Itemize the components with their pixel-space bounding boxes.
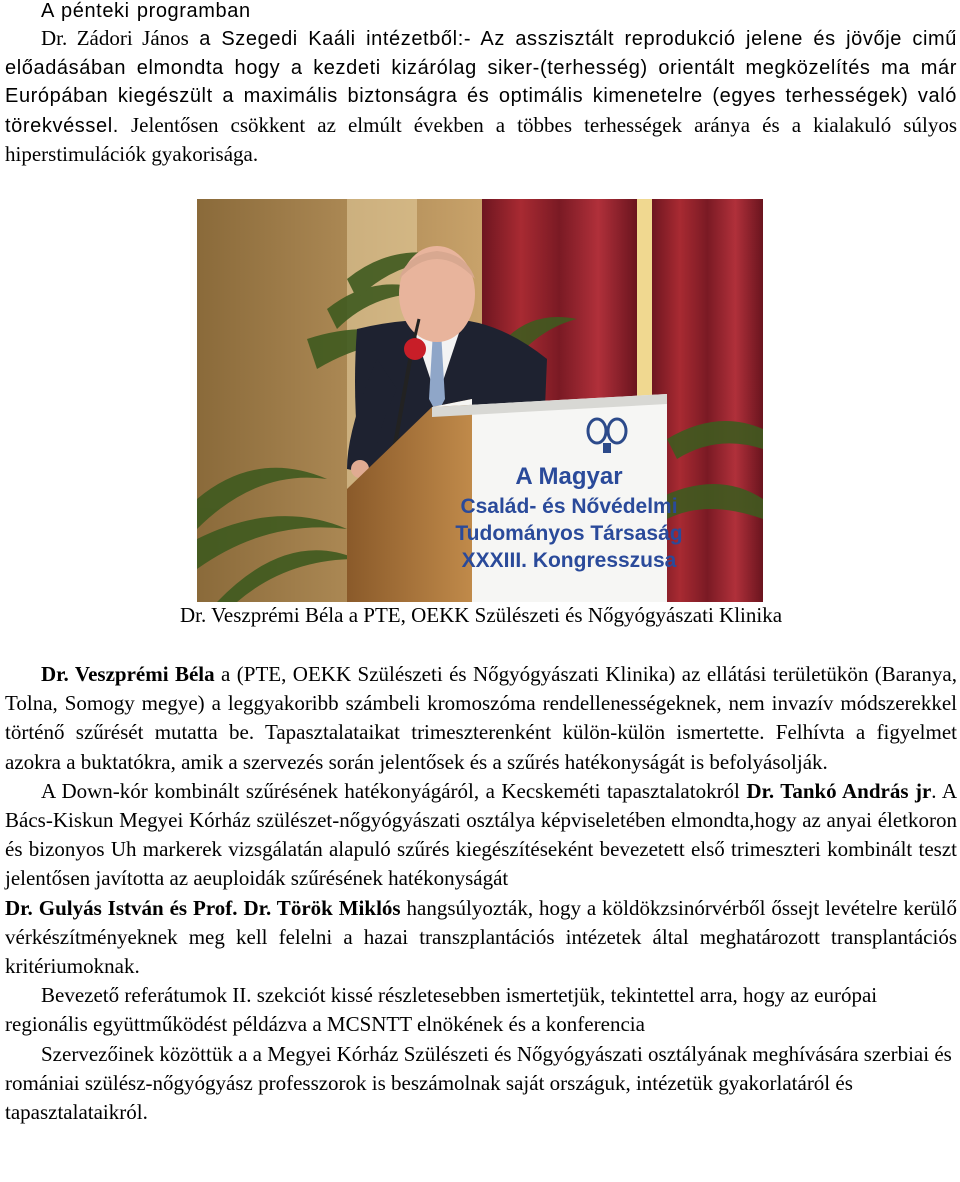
paragraph-veszpremi <box>5 660 957 777</box>
banner-line-1: A Magyar <box>515 463 623 490</box>
banner-line-2: Család- és Nővédelmi <box>460 495 678 518</box>
intro-block <box>5 24 957 170</box>
paragraph-gulyas-torok <box>5 894 957 982</box>
speaker-photo <box>197 199 763 602</box>
intro-text-2: Jelentősen csökkent az elmúlt években a többes terhességek aránya és a kialakuló súlyos hiperstimulációk gyakorisága. <box>5 112 957 167</box>
photo-illustration <box>197 199 763 602</box>
paragraph-referatumok: Bevezető referátumok II. szekciót kissé részletesebben ismertetjük, tekintettel arra, hogy az európai regionális együttműködést példázva a MCSNTT elnökének és a konferencia <box>5 983 878 1037</box>
photo-caption: Dr. Veszprémi Béla a PTE, OEKK Szülészeti és Nőgyógyászati Klinika <box>179 603 783 627</box>
body-block <box>5 660 957 1127</box>
paragraph-text-2: . A Bács-Kiskun Megyei Kórház szülészet-nőgyógyászati osztálya képviseletében elmondta,hogy az anyai életkoron és bizonyos Uh markerek vizsgálatán alapuló szűrés kiegészítéseként bevezetett első trimeszteri kombinált teszt jelentősen javította az aeuploidák szűrésének hatékonyságát <box>5 778 957 891</box>
banner-line-3: Tudományos Társaság <box>455 522 683 545</box>
paragraph-text: hangsúlyozták, hogy a köldökzsinórvérből őssejt levételre kerülő vérkészítményeknek meg kell felelni a hazai transzplantációs intézetek által meghatározott transplantációs kritériumoknak. <box>5 895 957 979</box>
speaker-name: Dr. Gulyás István és Prof. Dr. Török Miklós <box>5 895 401 920</box>
intro-text: a Szegedi Kaáli intézetből:- Az asszisztált reprodukció jelene és jövője cimű előadásában elmondta hogy a kezdeti kizárólag siker-(terhesség) orientált megközelítés ma már Európában kiegészült a maximális biztonságra és optimális kimenetelre (egyes terhességek) való törekvéssel. <box>5 28 957 137</box>
paragraph-szervezok: Szervezőinek közöttük a a Megyei Kórház Szülészeti és Nőgyógyászati osztályának meghívására szerbiai és romániai szülész-nőgyógyász professzorok is beszámolnak saját országuk, intézetük gyakorlatáról és tapasztalataikról. <box>5 1041 952 1125</box>
intro-paragraph <box>5 24 957 170</box>
paragraph-text: a (PTE, OEKK Szülészeti és Nőgyógyászati Klinika) az ellátási területükön (Baranya, Tolna, Somogy megye) a leggyakoribb számbeli kromoszóma rendellenességeknek, nem invazív módszerekkel történő szűrését mutatta be. Tapasztalataikat trimeszterenként külön-külön ismertette. Felhívta a figyelmet azokra a buktatókra, amik a szervezés során jelentősek és a szűrés hatékonyságát is befolyásolják. <box>5 662 958 774</box>
paragraph-text: A Down-kór kombinált szűrésének hatékonyágáról, a Kecskeméti tapasztalatokról <box>41 778 747 803</box>
speaker-name: Dr. Zádori János <box>41 26 189 50</box>
banner-line-4: XXXIII. Kongresszusa <box>461 549 677 572</box>
speaker-name: Dr. Veszprémi Béla <box>41 662 215 686</box>
speaker-name: Dr. Tankó András jr <box>746 778 932 803</box>
section-heading: A pénteki programban <box>41 0 251 22</box>
paragraph-tanko <box>5 777 957 894</box>
